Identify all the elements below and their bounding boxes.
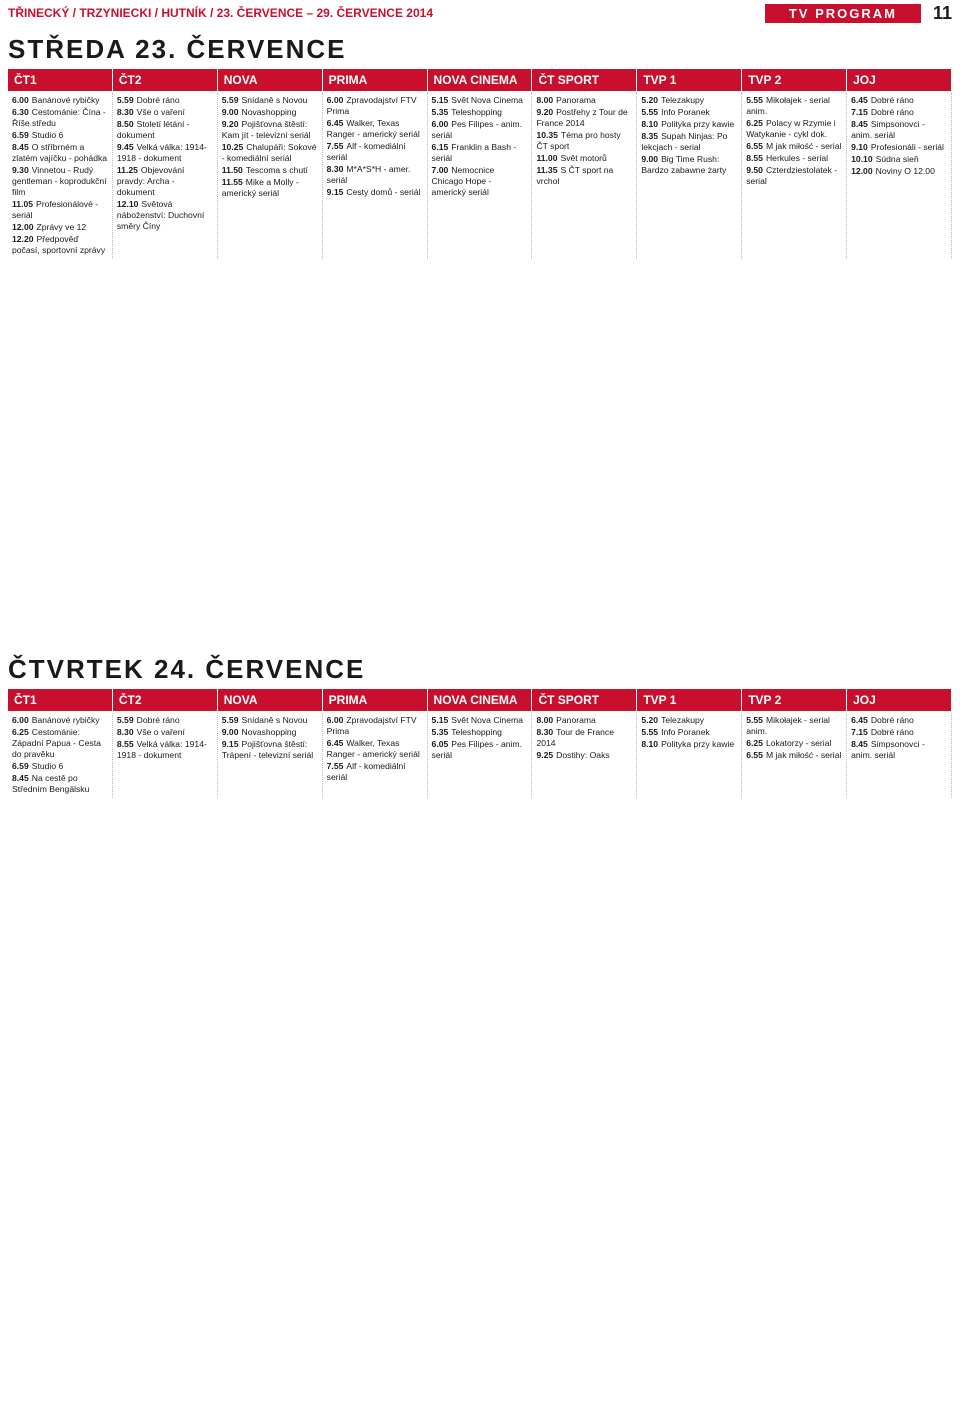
program-entry — [851, 119, 947, 141]
program-title: Czterdziestolatek - serial — [746, 165, 838, 186]
program-title: Mike a Molly - americký seriál — [221, 177, 299, 198]
program-title: Svět motorů — [560, 153, 607, 163]
program-entry — [12, 773, 108, 795]
program-entry — [327, 95, 423, 117]
listing-grid — [8, 713, 952, 798]
program-entry — [327, 187, 423, 198]
program-time: 6.45 — [851, 715, 868, 725]
program-entry — [117, 715, 213, 726]
program-title: Zprávy ve 12 — [36, 222, 87, 232]
program-time: 8.50 — [116, 119, 134, 129]
program-time: 5.35 — [431, 727, 449, 737]
program-title: Polityka przy kawie — [661, 739, 735, 749]
program-title: Snídaně s Novou — [241, 95, 308, 105]
program-entry — [432, 165, 528, 198]
program-time: 5.55 — [641, 727, 659, 737]
channel-column — [532, 93, 637, 259]
program-entry — [432, 727, 528, 738]
channel-name: TVP 1 — [637, 689, 742, 711]
program-entry — [12, 107, 108, 129]
program-entry — [536, 727, 632, 749]
program-title: Walker, Texas Ranger - americký seriál — [326, 118, 420, 139]
program-title: Panorama — [556, 95, 596, 105]
program-title: Info Poranek — [661, 107, 710, 117]
program-entry — [12, 222, 108, 233]
program-time: 6.15 — [431, 142, 449, 152]
channel-name: JOJ — [847, 69, 952, 91]
channel-column — [113, 93, 218, 259]
program-time: 10.25 — [221, 142, 244, 152]
program-entry — [117, 739, 213, 761]
channel-name: ČT SPORT — [532, 689, 637, 711]
program-entry — [641, 107, 737, 118]
program-time: 12.00 — [851, 166, 873, 176]
program-title: Studio 6 — [31, 130, 64, 140]
program-time: 5.59 — [116, 95, 134, 105]
program-time: 11.05 — [12, 199, 34, 209]
day-block-2 — [0, 646, 960, 1286]
program-entry — [536, 107, 632, 129]
program-title: Dobré ráno — [870, 107, 914, 117]
program-entry — [117, 165, 213, 198]
program-time: 7.15 — [851, 107, 868, 117]
program-time: 5.59 — [221, 715, 239, 725]
program-entry — [117, 107, 213, 118]
program-time: 5.55 — [746, 95, 763, 105]
program-time: 8.45 — [851, 739, 868, 749]
program-time: 6.00 — [326, 715, 344, 725]
page-header-title: TŘINECKÝ / TRZYNIECKI / HUTNÍK / 23. ČERVENCE – 29. ČERVENCE 2014 — [8, 6, 433, 20]
program-title: Vše o vaření — [136, 727, 185, 737]
program-title: Mikołajek - serial anim. — [746, 95, 830, 116]
channel-column — [428, 713, 533, 798]
program-entry — [12, 199, 108, 221]
program-title: Lokatorzy - serial — [765, 738, 832, 748]
program-time: 6.25 — [746, 118, 763, 128]
program-time: 9.15 — [221, 739, 239, 749]
program-time: 6.25 — [12, 727, 29, 737]
channel-name: ČT2 — [113, 689, 218, 711]
channel-column — [847, 713, 952, 798]
program-title: Velká válka: 1914-1918 - dokument — [116, 142, 207, 163]
program-time: 11.25 — [116, 165, 138, 175]
program-time: 8.35 — [641, 131, 659, 141]
program-time: 6.59 — [12, 761, 29, 771]
program-title: Snídaně s Novou — [241, 715, 308, 725]
program-entry — [746, 153, 842, 164]
program-title: Zpravodajství FTV Prima — [326, 95, 417, 116]
program-title: Pes Filipes - anim. seriál — [431, 739, 522, 760]
program-time: 9.30 — [12, 165, 29, 175]
day-block-1 — [0, 26, 960, 646]
program-title: Súdna sieň — [875, 154, 919, 164]
channel-name: TVP 1 — [637, 69, 742, 91]
program-entry — [12, 234, 108, 256]
program-title: Pojišťovna štěstí: Kam jít - televizní seriál — [221, 119, 311, 140]
program-time: 12.00 — [12, 222, 34, 232]
program-time: 9.20 — [536, 107, 554, 117]
channel-name: ČT SPORT — [532, 69, 637, 91]
program-title: Dobré ráno — [136, 95, 180, 105]
program-time: 5.15 — [431, 95, 449, 105]
program-time: 11.00 — [536, 153, 558, 163]
program-time: 8.55 — [746, 153, 763, 163]
channel-column — [637, 713, 742, 798]
channel-name: PRIMA — [323, 689, 428, 711]
program-entry — [851, 107, 947, 118]
program-title: Předpověď počasí, sportovní zprávy — [12, 234, 106, 255]
program-entry — [536, 153, 632, 164]
channel-column — [637, 93, 742, 259]
program-title: Polacy w Rzymie i Watykanie - cykl dok. — [746, 118, 836, 139]
program-title: Století létání - dokument — [116, 119, 190, 140]
program-time: 11.35 — [536, 165, 558, 175]
program-entry — [536, 715, 632, 726]
program-entry — [641, 715, 737, 726]
program-time: 6.45 — [326, 118, 344, 128]
program-time: 6.25 — [746, 738, 763, 748]
channel-name: NOVA CINEMA — [428, 69, 533, 91]
program-entry — [117, 142, 213, 164]
program-time: 8.45 — [12, 773, 29, 783]
program-entry — [746, 750, 842, 761]
program-time: 9.10 — [851, 142, 868, 152]
program-time: 8.10 — [641, 119, 659, 129]
program-entry — [327, 761, 423, 783]
program-time: 7.15 — [851, 727, 868, 737]
program-title: Dobré ráno — [870, 727, 914, 737]
program-entry — [851, 739, 947, 761]
program-time: 6.45 — [326, 738, 344, 748]
program-time: 8.30 — [326, 164, 344, 174]
program-title: Nemocnice Chicago Hope - americký seriál — [431, 165, 495, 197]
program-title: Vinnetou - Rudý gentleman - koprodukční film — [12, 165, 107, 197]
program-time: 10.10 — [851, 154, 873, 164]
program-time: 5.20 — [641, 715, 659, 725]
program-time: 5.20 — [641, 95, 659, 105]
program-entry — [327, 141, 423, 163]
program-time: 11.50 — [221, 165, 243, 175]
program-entry — [12, 727, 108, 760]
program-entry — [746, 95, 842, 117]
program-title: Téma pro hosty ČT sport — [536, 130, 621, 151]
program-entry — [222, 142, 318, 164]
program-time: 5.15 — [431, 715, 449, 725]
program-entry — [12, 761, 108, 772]
program-entry — [432, 119, 528, 141]
program-time: 9.20 — [221, 119, 239, 129]
program-time: 9.00 — [641, 154, 659, 164]
program-entry — [641, 727, 737, 738]
program-entry — [851, 95, 947, 106]
program-time: 5.55 — [746, 715, 763, 725]
program-title: Svět Nova Cinema — [451, 95, 523, 105]
program-title: Telezakupy — [661, 95, 705, 105]
program-time: 9.45 — [116, 142, 134, 152]
program-title: Franklin a Bash - seriál — [431, 142, 517, 163]
program-entry — [117, 119, 213, 141]
program-title: Na cestě po Středním Bengálsku — [12, 773, 90, 794]
program-entry — [117, 199, 213, 232]
program-time: 8.45 — [12, 142, 29, 152]
program-title: Info Poranek — [661, 727, 710, 737]
program-title: Novashopping — [241, 107, 297, 117]
channel-name: NOVA — [218, 69, 323, 91]
program-title: Postřehy z Tour de France 2014 — [536, 107, 628, 128]
program-entry — [536, 750, 632, 761]
program-entry — [432, 142, 528, 164]
program-entry — [222, 165, 318, 176]
program-title: Mikołajek - serial anim. — [746, 715, 830, 736]
program-title: Walker, Texas Ranger - americký seriál — [326, 738, 420, 759]
program-entry — [851, 727, 947, 738]
program-entry — [536, 95, 632, 106]
program-entry — [327, 164, 423, 186]
program-time: 5.55 — [641, 107, 659, 117]
program-title: Cesty domů - seriál — [346, 187, 421, 197]
program-time: 5.59 — [116, 715, 134, 725]
program-title: Simpsonovci - anim. seriál — [851, 739, 925, 760]
program-entry — [327, 118, 423, 140]
channel-name: TVP 2 — [742, 69, 847, 91]
program-title: Teleshopping — [451, 727, 502, 737]
program-entry — [432, 95, 528, 106]
program-entry — [12, 95, 108, 106]
channel-column — [218, 93, 323, 259]
program-title: Velká válka: 1914-1918 - dokument — [116, 739, 207, 760]
channel-column — [113, 713, 218, 798]
program-title: M jak miłość - serial — [765, 141, 842, 151]
program-entry — [432, 739, 528, 761]
program-entry — [641, 739, 737, 750]
program-entry — [222, 727, 318, 738]
channel-column — [323, 93, 428, 259]
program-title: Dobré ráno — [870, 95, 914, 105]
channel-column — [428, 93, 533, 259]
program-time: 5.35 — [431, 107, 449, 117]
program-title: Dobré ráno — [870, 715, 914, 725]
program-entry — [746, 715, 842, 737]
program-time: 6.55 — [746, 750, 763, 760]
program-time: 8.30 — [116, 727, 134, 737]
program-time: 6.59 — [12, 130, 29, 140]
channel-column — [8, 93, 113, 259]
program-title: Pojišťovna štěstí: Trápení - televizní seriál — [221, 739, 314, 760]
program-entry — [641, 131, 737, 153]
program-entry — [222, 177, 318, 199]
channel-name: JOJ — [847, 689, 952, 711]
program-entry — [222, 739, 318, 761]
channel-name: ČT1 — [8, 69, 113, 91]
program-title: Cestománie: Čína - Říše středu — [12, 107, 106, 128]
program-time: 8.55 — [116, 739, 134, 749]
program-time: 9.25 — [536, 750, 554, 760]
channel-column — [742, 93, 847, 259]
program-entry — [117, 727, 213, 738]
program-title: Alf - komediální seriál — [326, 141, 406, 162]
channel-column — [218, 713, 323, 798]
program-time: 8.30 — [536, 727, 554, 737]
program-title: Tour de France 2014 — [536, 727, 614, 748]
program-time: 6.30 — [12, 107, 29, 117]
program-entry — [327, 715, 423, 737]
program-title: Pes Filipes - anim. seriál — [431, 119, 522, 140]
program-title: Světová náboženství: Duchovní směry Číny — [116, 199, 205, 231]
channel-column — [742, 713, 847, 798]
program-entry — [222, 95, 318, 106]
program-time: 8.10 — [641, 739, 659, 749]
program-title: Telezakupy — [661, 715, 705, 725]
program-title: Dobré ráno — [136, 715, 180, 725]
program-time: 6.05 — [431, 739, 449, 749]
channel-column — [532, 713, 637, 798]
program-time: 7.55 — [326, 761, 344, 771]
day-title: STŘEDA 23. ČERVENCE — [8, 34, 347, 64]
program-entry — [222, 107, 318, 118]
program-title: Polityka przy kawie — [661, 119, 735, 129]
program-entry — [432, 715, 528, 726]
program-title: Banánové rybičky — [31, 715, 100, 725]
program-entry — [12, 130, 108, 141]
program-title: M*A*S*H - amer. seriál — [326, 164, 411, 185]
program-title: Novashopping — [241, 727, 297, 737]
program-time: 6.00 — [12, 95, 29, 105]
program-entry — [746, 165, 842, 187]
program-entry — [12, 715, 108, 726]
program-title: Tescoma s chutí — [245, 165, 308, 175]
channel-column — [847, 93, 952, 259]
program-time: 9.15 — [326, 187, 344, 197]
program-time: 9.00 — [221, 727, 239, 737]
program-title: Big Time Rush: Bardzo zabawne żarty — [641, 154, 727, 175]
program-time: 6.55 — [746, 141, 763, 151]
program-entry — [746, 738, 842, 749]
program-time: 8.00 — [536, 715, 554, 725]
program-title: Profesionálové - seriál — [12, 199, 99, 220]
channel-header-row — [8, 689, 952, 711]
program-time: 6.00 — [12, 715, 29, 725]
program-time: 6.00 — [431, 119, 449, 129]
program-time: 7.55 — [326, 141, 344, 151]
program-title: Vše o vaření — [136, 107, 185, 117]
program-title: Herkules - serial — [765, 153, 829, 163]
program-title: Noviny O 12.00 — [875, 166, 935, 176]
program-time: 8.00 — [536, 95, 554, 105]
program-title: S ČT sport na vrchol — [536, 165, 614, 186]
program-entry — [12, 142, 108, 164]
program-entry — [746, 141, 842, 152]
program-time: 9.00 — [221, 107, 239, 117]
program-entry — [851, 166, 947, 177]
channel-name: TVP 2 — [742, 689, 847, 711]
program-title: Objevování pravdy: Archa - dokument — [116, 165, 185, 197]
program-entry — [12, 165, 108, 198]
program-title: Alf - komediální seriál — [326, 761, 406, 782]
program-title: Svět Nova Cinema — [451, 715, 523, 725]
program-time: 5.59 — [221, 95, 239, 105]
channel-column — [8, 713, 113, 798]
program-time: 11.55 — [221, 177, 243, 187]
program-title: Supah Ninjas: Po lekcjach - serial — [641, 131, 728, 152]
program-title: Banánové rybičky — [31, 95, 100, 105]
channel-name: NOVA — [218, 689, 323, 711]
program-entry — [641, 154, 737, 176]
program-time: 6.00 — [326, 95, 344, 105]
page-number: 11 — [932, 2, 952, 23]
program-entry — [432, 107, 528, 118]
program-entry — [327, 738, 423, 760]
program-entry — [536, 165, 632, 187]
program-time: 7.00 — [431, 165, 449, 175]
program-time: 10.35 — [536, 130, 558, 140]
program-time: 8.30 — [116, 107, 134, 117]
program-entry — [746, 118, 842, 140]
program-title: Chalupáři: Sokové - komediální seriál — [221, 142, 317, 163]
program-title: Cestománie: Západní Papua - Cesta do pravěku — [12, 727, 101, 759]
program-entry — [117, 95, 213, 106]
channel-column — [323, 713, 428, 798]
section-label: TV PROGRAM — [765, 4, 921, 23]
day-title: ČTVRTEK 24. ČERVENCE — [8, 654, 366, 684]
program-time: 9.50 — [746, 165, 763, 175]
channel-name: NOVA CINEMA — [428, 689, 533, 711]
channel-name: ČT1 — [8, 689, 113, 711]
program-title: O stříbrném a zlatém vajíčku - pohádka — [12, 142, 108, 163]
program-title: Dostihy: Oaks — [556, 750, 610, 760]
program-entry — [851, 715, 947, 726]
program-entry — [641, 119, 737, 130]
channel-name: ČT2 — [113, 69, 218, 91]
program-title: Simpsonovci - anim. seriál — [851, 119, 925, 140]
program-title: Teleshopping — [451, 107, 502, 117]
program-title: Profesionáli - seriál — [870, 142, 944, 152]
program-title: Panorama — [556, 715, 596, 725]
program-time: 12.20 — [12, 234, 34, 244]
program-title: M jak miłość - serial — [765, 750, 842, 760]
program-time: 12.10 — [116, 199, 139, 209]
program-entry — [641, 95, 737, 106]
program-title: Zpravodajství FTV Prima — [326, 715, 417, 736]
program-entry — [222, 715, 318, 726]
channel-header-row — [8, 69, 952, 91]
program-title: Studio 6 — [31, 761, 64, 771]
program-entry — [222, 119, 318, 141]
program-entry — [851, 154, 947, 165]
program-entry — [536, 130, 632, 152]
program-time: 6.45 — [851, 95, 868, 105]
page-header — [0, 0, 960, 26]
listing-grid — [8, 93, 952, 259]
program-entry — [851, 142, 947, 153]
channel-name: PRIMA — [323, 69, 428, 91]
program-time: 8.45 — [851, 119, 868, 129]
